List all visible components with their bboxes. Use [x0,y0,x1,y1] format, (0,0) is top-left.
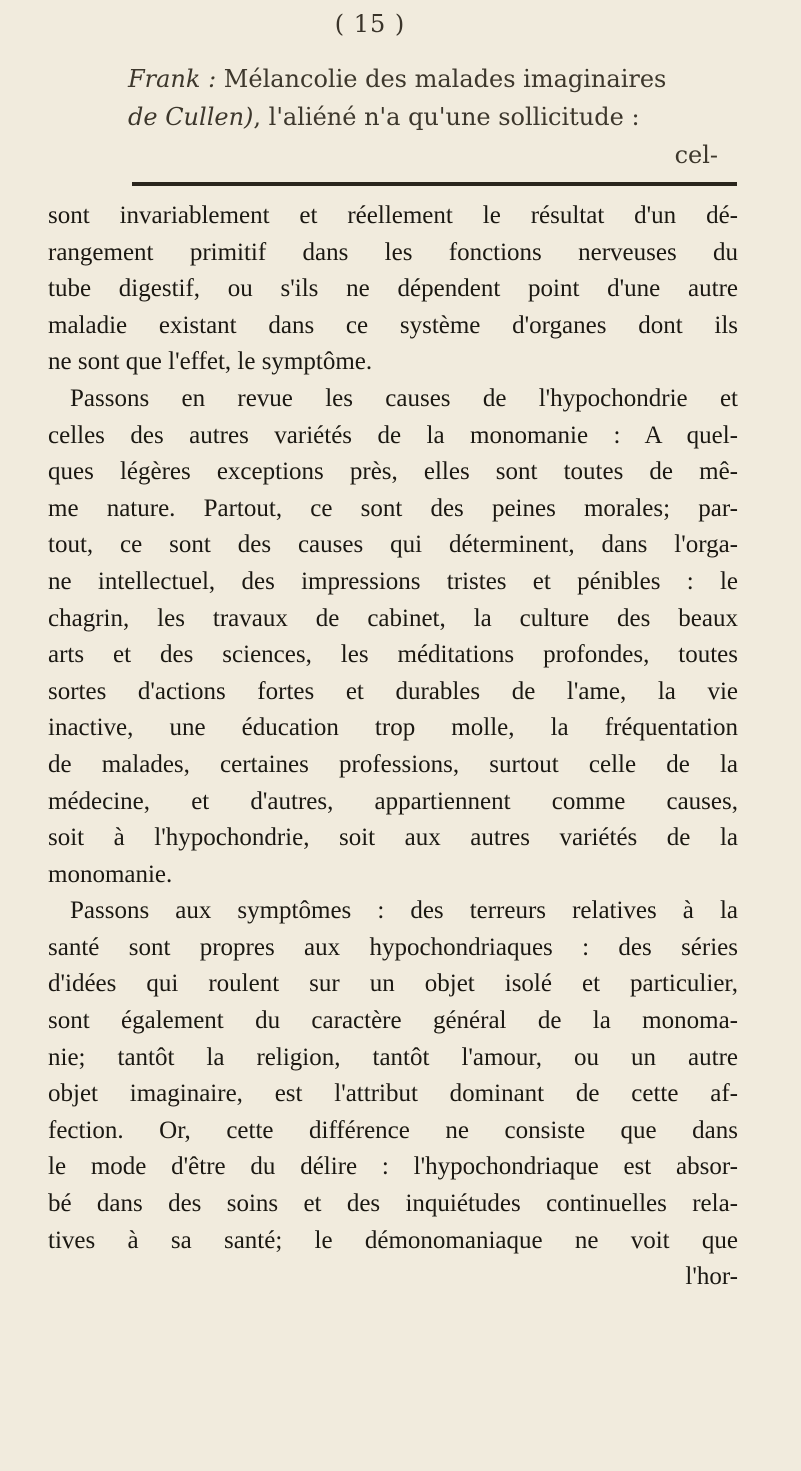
page-number: ( 15 ) [334,10,406,38]
text-line: me nature. Partout, ce sont des peines morales; par- [48,494,738,522]
text-line: Passons aux symptômes : des terreurs relatives à la [70,897,738,925]
footnote-line-2 [128,98,718,136]
footnote-line-2-text: , l'aliéné n'a qu'une sollicitude : [253,103,640,131]
footnote-line-1 [128,60,718,98]
footnote-author-name: Frank : [128,65,217,93]
text-line: fection. Or, cette différence ne consiste que dans [48,1116,738,1144]
separator-rule [132,182,737,186]
text-line: tout, ce sont des causes qui déterminent, dans l'orga- [48,531,738,559]
text-line: ques légères exceptions près, elles sont toutes de mê- [48,458,738,486]
text-line: rangement primitif dans les fonctions nerveuses du [48,238,738,266]
text-line: monomanie. [48,860,173,888]
text-line: le mode d'être du délire : l'hypochondriaque est absor- [48,1153,738,1181]
text-line: tube digestif, ou s'ils ne dépendent point d'une autre [48,275,738,303]
text-line: inactive, une éducation trop molle, la fréquentation [48,714,738,742]
text-line: objet imaginaire, est l'attribut dominant de cette af- [48,1080,738,1108]
text-line: arts et des sciences, les méditations profondes, toutes [48,641,738,669]
text-line: bé dans des soins et des inquiétudes continuelles rela- [48,1190,738,1218]
text-line: chagrin, les travaux de cabinet, la culture des beaux [48,604,738,632]
text-line: santé sont propres aux hypochondriaques : des séries [48,933,738,961]
text-line: ne intellectuel, des impressions tristes et pénibles : le [48,567,738,595]
text-line: sont invariablement et réellement le résultat d'un dé- [48,202,738,229]
footnote-author-cullen: de Cullen) [128,103,254,131]
continued-footnote [128,60,718,174]
text-line: d'idées qui roulent sur un objet isolé et particulier, [48,970,738,998]
footnote-catchword: cel- [674,141,718,169]
footnote-line-1-text: Mélancolie des malades imaginaires [216,65,667,93]
text-line: soit à l'hypochondrie, soit aux autres variétés de la [48,824,738,852]
text-line: Passons en revue les causes de l'hypochondrie et [70,384,738,412]
text-line: celles des autres variétés de la monomanie : A quel- [48,421,738,449]
main-text [48,198,738,1296]
text-line: maladie existant dans ce système d'organes dont ils [48,311,738,339]
text-line: médecine, et d'autres, appartiennent comme causes, [48,787,738,815]
text-line: ne sont que l'effet, le symptôme. [48,348,373,376]
catchword: l'hor- [685,1263,738,1291]
text-line: sortes d'actions fortes et durables de l'ame, la vie [48,677,738,705]
text-line: de malades, certaines professions, surtout celle de la [48,750,738,778]
text-line: sont également du caractère général de la monoma- [48,1007,738,1035]
text-line: nie; tantôt la religion, tantôt l'amour, ou un autre [48,1043,738,1071]
text-line: tives à sa santé; le démonomaniaque ne voit que [48,1226,738,1254]
